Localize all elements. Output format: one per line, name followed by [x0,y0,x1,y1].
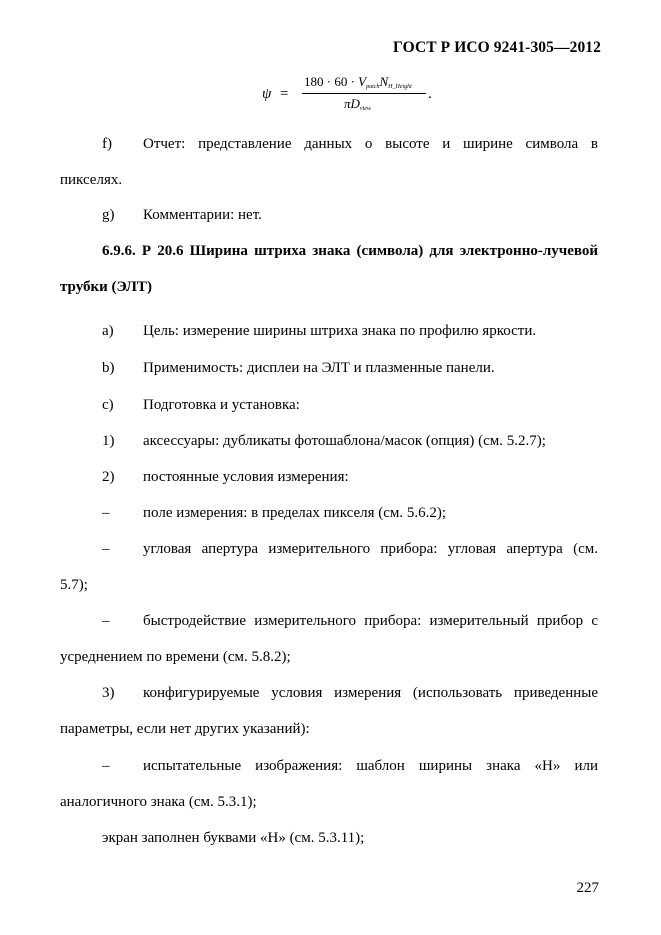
item-text: Отчет: представление данных о высоте и ширине символа в [143,136,598,152]
list-item: Применимость: дисплеи на ЭЛТ и плазменные панели. [143,360,495,376]
item-marker: f) [102,136,112,152]
formula-equals: = [280,86,289,102]
pi-symbol: π [344,96,351,111]
list-marker: 1) [102,433,115,449]
list-marker: – [102,541,110,557]
list-marker: 2) [102,469,115,485]
fraction-bar [302,93,426,94]
var-n-sub: H_Height [388,84,412,90]
list-item-continuation: параметры, если нет других указаний): [60,721,310,737]
document-header: ГОСТ Р ИСО 9241-305—2012 [393,39,601,56]
item-text: Комментарии: нет. [143,207,262,223]
list-item: поле измерения: в пределах пикселя (см. 5.6.2); [143,505,447,521]
formula-lhs: ψ [262,86,272,102]
list-marker: a) [102,323,114,339]
section-title-continuation: трубки (ЭЛТ) [60,279,152,295]
var-d: D [350,96,360,111]
var-v: V [358,74,367,89]
item-marker: g) [102,207,115,223]
var-v-sub: patch [366,84,380,90]
list-item: Подготовка и установка: [143,397,300,413]
list-item: быстродействие измерительного прибора: измерительный прибор с [143,613,598,629]
list-item: конфигурируемые условия измерения (использовать приведенные [143,685,598,701]
list-item: испытательные изображения: шаблон ширины знака «Н» или [143,758,598,774]
list-marker: b) [102,360,115,376]
item-continuation: пикселях. [60,172,123,188]
numerator-prefix: 180 · 60 · [304,74,359,89]
list-marker: – [102,505,110,521]
page-number: 227 [576,880,599,896]
list-item-continuation: аналогичного знака (см. 5.3.1); [60,794,257,810]
formula-denominator [344,96,371,112]
list-item: угловая апертура измерительного прибора: угловая апертура (см. [143,541,598,557]
list-item-continuation: усреднением по времени (см. 5.8.2); [60,649,291,665]
list-marker: 3) [102,685,115,701]
list-item: аксессуары: дубликаты фотошаблона/масок (опция) (см. 5.2.7); [143,433,546,449]
closing-line: экран заполнен буквами «Н» (см. 5.3.11); [102,830,365,846]
formula-end: . [428,86,432,102]
var-n: N [379,74,389,89]
section-title: 6.9.6. Р 20.6 Ширина штриха знака (символа) для электронно-лучевой [102,243,598,259]
list-item: постоянные условия измерения: [143,469,349,485]
list-marker: c) [102,397,114,413]
list-item-continuation: 5.7); [60,577,88,593]
formula-numerator [304,74,412,90]
list-marker: – [102,613,110,629]
formula [260,72,460,116]
list-marker: – [102,758,110,774]
list-item: Цель: измерение ширины штриха знака по профилю яркости. [143,323,537,339]
var-d-sub: view [359,106,371,112]
